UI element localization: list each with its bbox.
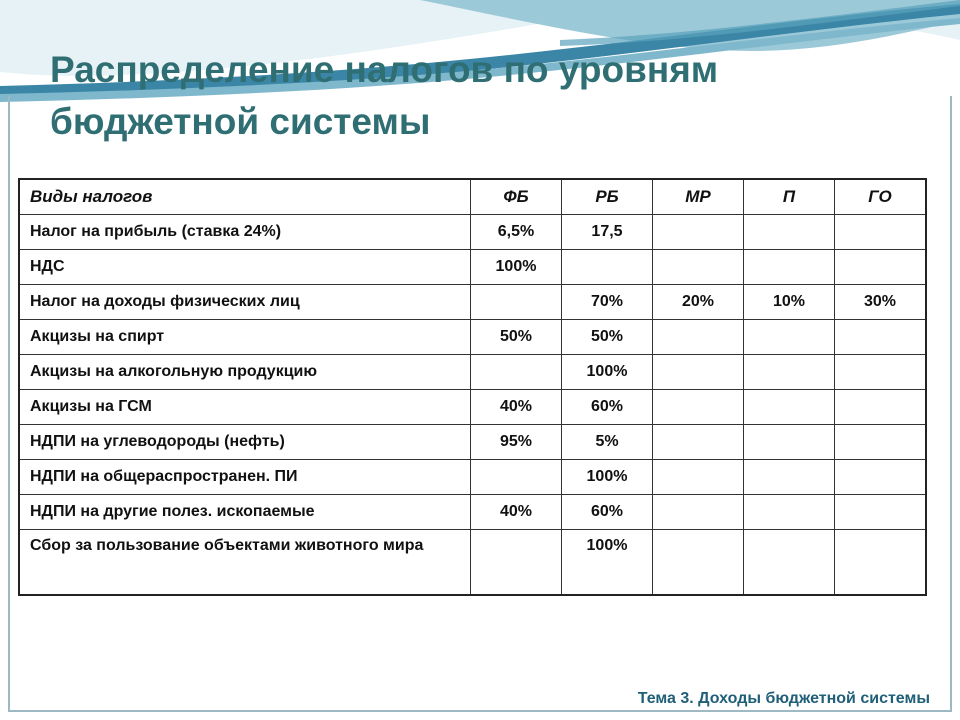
share-cell	[653, 355, 744, 390]
share-cell: 30%	[835, 285, 927, 320]
table-header-row	[19, 179, 926, 215]
tax-name-cell: НДПИ на общераспространен. ПИ	[19, 460, 471, 495]
share-cell: 60%	[562, 495, 653, 530]
share-cell	[835, 215, 927, 250]
share-cell	[653, 530, 744, 596]
slide-title: Распределение налогов по уровням бюджетной системы	[50, 49, 719, 142]
share-cell	[653, 425, 744, 460]
share-cell	[471, 355, 562, 390]
tax-name-cell: НДПИ на другие полез. ископаемые	[19, 495, 471, 530]
share-cell	[653, 390, 744, 425]
share-cell	[835, 320, 927, 355]
share-cell	[744, 390, 835, 425]
tax-name-cell: Налог на доходы физических лиц	[19, 285, 471, 320]
tax-name-cell: НДС	[19, 250, 471, 285]
table-row	[19, 425, 926, 460]
share-cell: 95%	[471, 425, 562, 460]
share-cell: 40%	[471, 390, 562, 425]
share-cell	[835, 425, 927, 460]
header-go: ГО	[835, 179, 927, 215]
table-row	[19, 530, 926, 596]
tax-name-cell: Сбор за пользование объектами животного мира	[19, 530, 471, 596]
share-cell: 50%	[562, 320, 653, 355]
header-p: П	[744, 179, 835, 215]
share-cell	[653, 320, 744, 355]
share-cell	[471, 530, 562, 596]
table-row	[19, 390, 926, 425]
share-cell	[744, 215, 835, 250]
share-cell: 70%	[562, 285, 653, 320]
table-row	[19, 320, 926, 355]
share-cell	[835, 250, 927, 285]
share-cell	[471, 285, 562, 320]
tax-name-cell: НДПИ на углеводороды (нефть)	[19, 425, 471, 460]
share-cell: 100%	[562, 530, 653, 596]
slide-footer: Тема 3. Доходы бюджетной системы	[637, 690, 930, 707]
header-rb: РБ	[562, 179, 653, 215]
share-cell	[835, 530, 927, 596]
share-cell: 20%	[653, 285, 744, 320]
share-cell: 50%	[471, 320, 562, 355]
share-cell	[653, 460, 744, 495]
share-cell: 100%	[471, 250, 562, 285]
share-cell	[744, 250, 835, 285]
share-cell	[835, 390, 927, 425]
table-row	[19, 285, 926, 320]
header-mr: МР	[653, 179, 744, 215]
table-row	[19, 250, 926, 285]
table-row	[19, 215, 926, 250]
header-tax-types: Виды налогов	[19, 179, 471, 215]
share-cell: 17,5	[562, 215, 653, 250]
share-cell	[744, 425, 835, 460]
header-fb: ФБ	[471, 179, 562, 215]
share-cell: 5%	[562, 425, 653, 460]
share-cell	[744, 320, 835, 355]
share-cell	[744, 355, 835, 390]
share-cell: 10%	[744, 285, 835, 320]
share-cell	[835, 355, 927, 390]
share-cell	[562, 250, 653, 285]
share-cell	[835, 460, 927, 495]
share-cell	[744, 495, 835, 530]
tax-name-cell: Акцизы на спирт	[19, 320, 471, 355]
share-cell	[471, 460, 562, 495]
tax-distribution-table	[18, 178, 927, 596]
share-cell	[653, 250, 744, 285]
share-cell	[653, 495, 744, 530]
tax-name-cell: Акцизы на алкогольную продукцию	[19, 355, 471, 390]
share-cell: 60%	[562, 390, 653, 425]
share-cell: 100%	[562, 355, 653, 390]
table-row	[19, 460, 926, 495]
share-cell	[744, 530, 835, 596]
share-cell: 100%	[562, 460, 653, 495]
tax-name-cell: Налог на прибыль (ставка 24%)	[19, 215, 471, 250]
share-cell: 40%	[471, 495, 562, 530]
share-cell	[653, 215, 744, 250]
share-cell: 6,5%	[471, 215, 562, 250]
share-cell	[744, 460, 835, 495]
table-row	[19, 495, 926, 530]
share-cell	[835, 495, 927, 530]
table-row	[19, 355, 926, 390]
tax-name-cell: Акцизы на ГСМ	[19, 390, 471, 425]
